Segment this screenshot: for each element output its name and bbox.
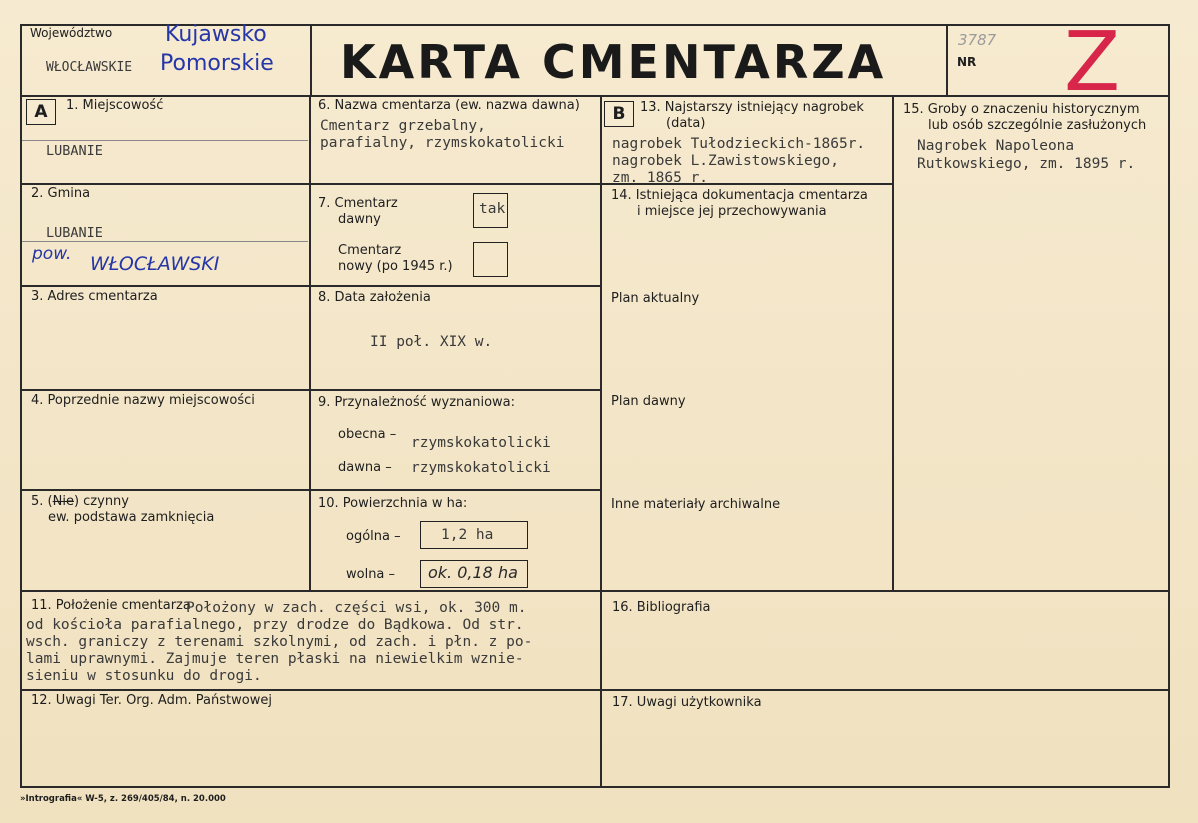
print-info: »Intrografia« W-5, z. 269/405/84, n. 20.000 bbox=[20, 794, 226, 804]
region-stamp-line1: Kujawsko bbox=[165, 22, 267, 47]
f9-dawna-value: rzymskokatolicki bbox=[411, 460, 551, 476]
f15-label-line1: 15. Groby o znaczeniu historycznym bbox=[903, 102, 1140, 117]
f6-value-line2: parafialny, rzymskokatolicki bbox=[320, 135, 565, 151]
row-rule-5 bbox=[20, 590, 1170, 592]
f1-underline bbox=[22, 140, 308, 141]
f5-label-pre: 5. ( bbox=[31, 494, 53, 509]
col-divider-c bbox=[892, 95, 894, 592]
section-a-badge: A bbox=[26, 99, 56, 125]
f6-value-line1: Cmentarz grzebalny, bbox=[320, 118, 486, 134]
f10-label: 10. Powierzchnia w ha: bbox=[318, 496, 468, 511]
f11-label: 11. Położenie cmentarza bbox=[31, 598, 191, 613]
f16-label: 16. Bibliografia bbox=[612, 600, 711, 615]
f9-obecna-value: rzymskokatolicki bbox=[411, 435, 551, 451]
f13-value-line1: nagrobek Tułodzieckich-1865r. bbox=[612, 136, 866, 152]
f6-label: 6. Nazwa cmentarza (ew. nazwa dawna) bbox=[318, 98, 580, 113]
f8-label: 8. Data założenia bbox=[318, 290, 431, 305]
red-letter-mark: Z bbox=[1064, 15, 1121, 110]
f5-label bbox=[31, 494, 129, 509]
header-divider-2 bbox=[946, 24, 948, 96]
row-rule-6 bbox=[20, 689, 1170, 691]
f7-label-line2: dawny bbox=[338, 212, 381, 227]
header-divider-1 bbox=[310, 24, 312, 96]
f7b-label-line1: Cmentarz bbox=[338, 243, 402, 258]
inne-materialy-label: Inne materiały archiwalne bbox=[611, 497, 781, 512]
plan-aktualny-label: Plan aktualny bbox=[611, 291, 700, 306]
f10-ogolna-value: 1,2 ha bbox=[441, 527, 494, 543]
header-bottom-rule bbox=[20, 95, 1170, 97]
f11-value-line3: wsch. graniczy z terenami szkolnymi, od zach. i płn. z po- bbox=[26, 634, 533, 650]
f13-label-line2: (data) bbox=[666, 116, 706, 131]
f14-label-line1: 14. Istniejąca dokumentacja cmentarza bbox=[611, 188, 868, 203]
f5-label-line2: ew. podstawa zamknięcia bbox=[48, 510, 215, 525]
frame-right bbox=[1168, 24, 1170, 788]
f13-value-line3: zm. 1865 r. bbox=[612, 170, 709, 186]
f2-hand-value: WŁOCŁAWSKI bbox=[90, 253, 220, 275]
f11-value-line4: lami uprawnymi. Zajmuje teren płaski na niewielkim wznie- bbox=[26, 651, 524, 667]
f17-label: 17. Uwagi użytkownika bbox=[612, 695, 762, 710]
f8-value: II poł. XIX w. bbox=[370, 334, 493, 350]
f7b-label-line2: nowy (po 1945 r.) bbox=[338, 259, 453, 274]
f7-value: tak bbox=[479, 201, 506, 217]
f10-wolna-label: wolna – bbox=[346, 567, 396, 582]
f1-label: 1. Miejscowość bbox=[66, 98, 164, 113]
nr-label: NR bbox=[957, 55, 977, 69]
f2-value: LUBANIE bbox=[46, 225, 103, 241]
row-rule-4 bbox=[20, 489, 602, 491]
f7-label-line1: 7. Cmentarz bbox=[318, 196, 398, 211]
frame-left bbox=[20, 24, 22, 788]
wojewodztwo-value: WŁOCŁAWSKIE bbox=[46, 60, 133, 75]
f11-value-line1: Położony w zach. części wsi, ok. 300 m. bbox=[186, 600, 527, 616]
f11-value-line2: od kościoła parafialnego, przy drodze do Bądkowa. Od str. bbox=[26, 617, 524, 633]
col-divider-b bbox=[600, 95, 602, 786]
region-stamp-line2: Pomorskie bbox=[160, 51, 274, 76]
col-divider-a bbox=[309, 95, 311, 592]
f12-label: 12. Uwagi Ter. Org. Adm. Państwowej bbox=[31, 693, 272, 708]
f10-ogolna-label: ogólna – bbox=[346, 529, 401, 544]
f9-dawna-label: dawna – bbox=[338, 460, 392, 475]
f4-label: 4. Poprzednie nazwy miejscowości bbox=[31, 393, 255, 408]
f5-label-nie: Nie bbox=[52, 494, 74, 509]
f2-label: 2. Gmina bbox=[31, 186, 91, 201]
f14-label-line2: i miejsce jej przechowywania bbox=[637, 204, 827, 219]
wojewodztwo-label: Województwo bbox=[30, 26, 113, 40]
row-rule-3 bbox=[20, 389, 602, 391]
card-title: KARTA CMENTARZA bbox=[340, 35, 887, 89]
row-rule-1 bbox=[20, 183, 602, 185]
f10-wolna-value: ok. 0,18 ha bbox=[428, 563, 518, 582]
plan-dawny-label: Plan dawny bbox=[611, 394, 686, 409]
f3-label: 3. Adres cmentarza bbox=[31, 289, 158, 304]
f9-obecna-label: obecna – bbox=[338, 427, 397, 442]
row-rule-2 bbox=[20, 285, 602, 287]
pencil-number: 3787 bbox=[958, 31, 997, 49]
f2-hand-pow: pow. bbox=[32, 244, 72, 264]
f15-value-line1: Nagrobek Napoleona bbox=[917, 138, 1075, 154]
f1-value: LUBANIE bbox=[46, 143, 103, 159]
f9-label: 9. Przynależność wyznaniowa: bbox=[318, 395, 516, 410]
f11-value-line5: sieniu w stosunku do drogi. bbox=[26, 668, 262, 684]
f15-value-line2: Rutkowskiego, zm. 1895 r. bbox=[917, 156, 1136, 172]
f13-value-line2: nagrobek L.Zawistowskiego, bbox=[612, 153, 839, 169]
f5-label-post: ) czynny bbox=[73, 494, 129, 509]
f13-label-line1: 13. Najstarszy istniejący nagrobek bbox=[640, 100, 864, 115]
f7b-checkbox bbox=[473, 242, 508, 277]
section-b-badge: B bbox=[604, 101, 634, 127]
frame-bottom bbox=[20, 786, 1170, 788]
f15-label-line2: lub osób szczególnie zasłużonych bbox=[928, 118, 1147, 133]
